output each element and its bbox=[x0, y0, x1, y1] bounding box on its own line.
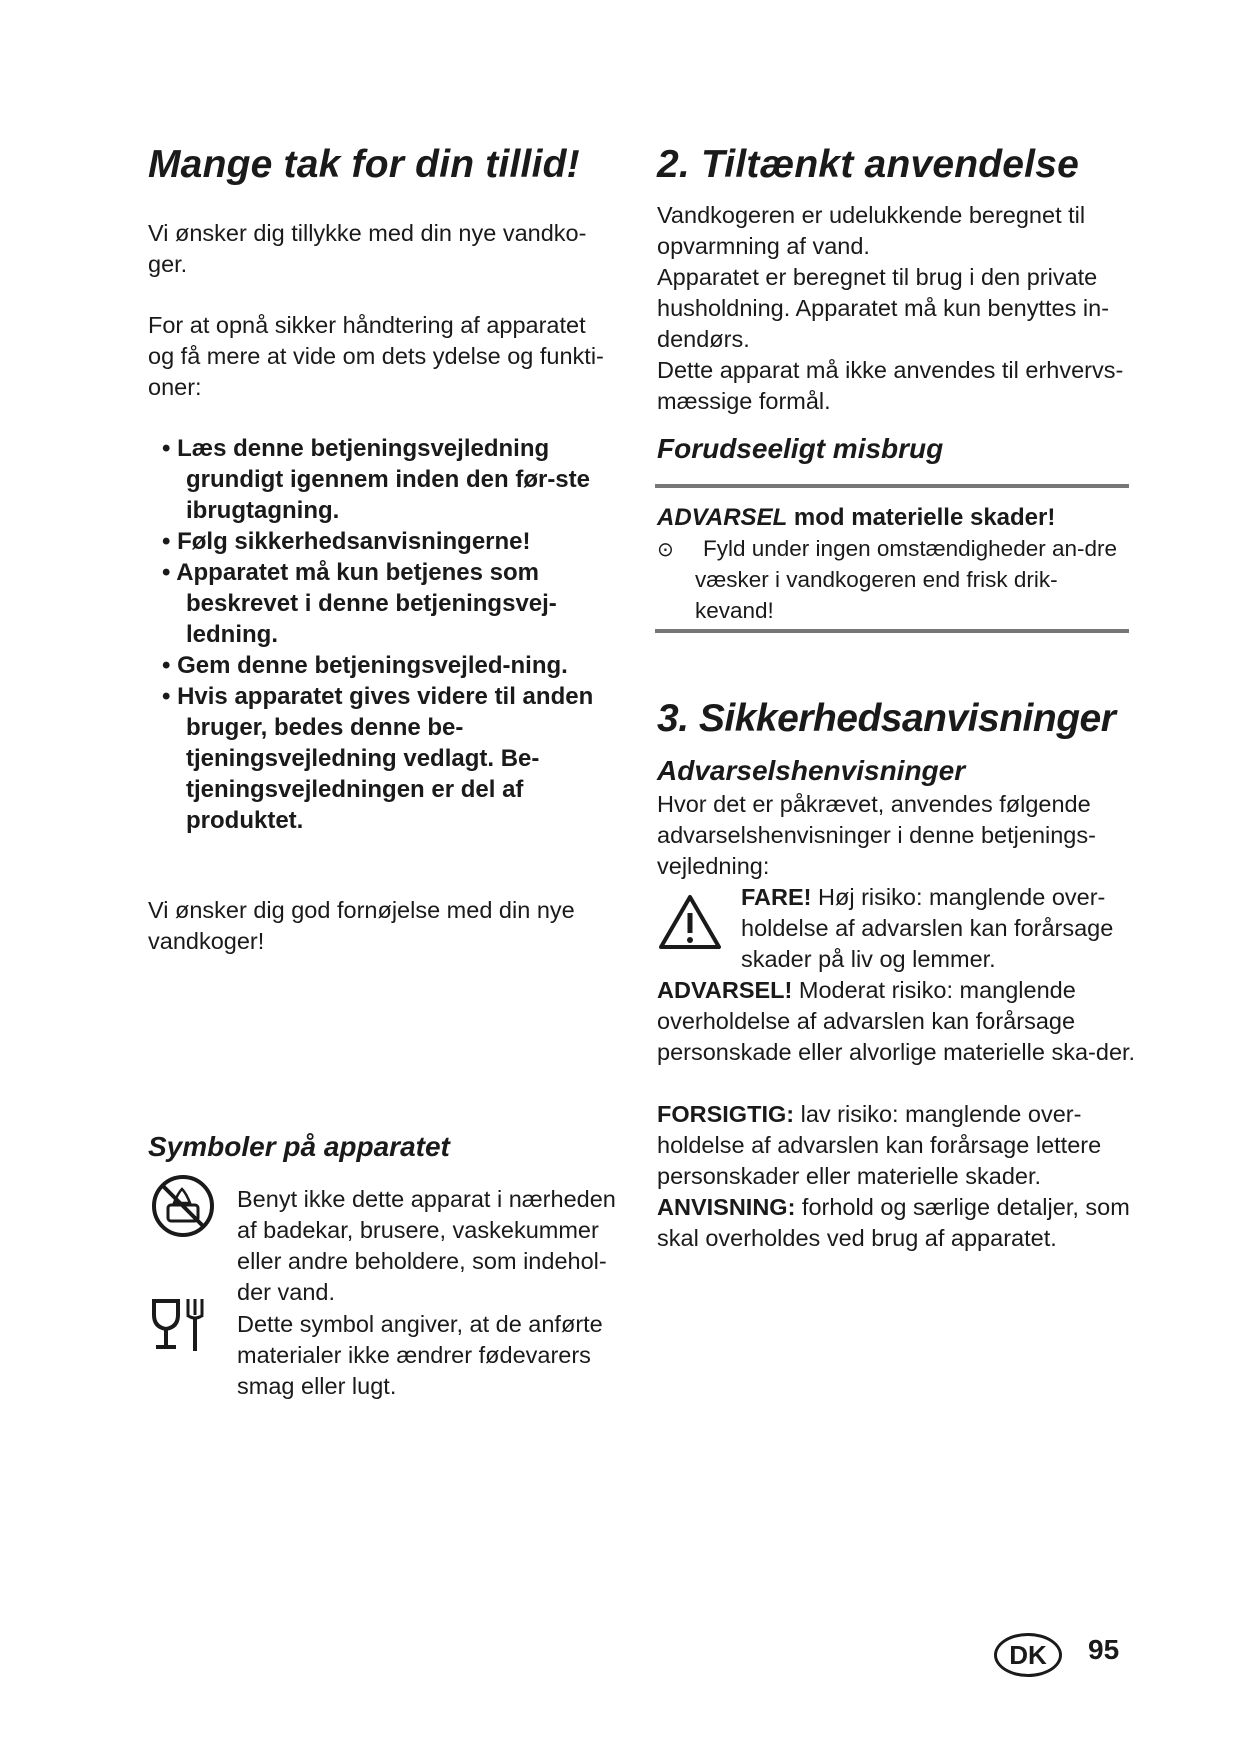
instruction-list bbox=[148, 433, 628, 836]
misuse-heading: Forudseeligt misbrug bbox=[657, 433, 944, 464]
section-3-title: 3. Sikkerhedsanvisninger bbox=[657, 697, 1116, 740]
anvisning-notice: ANVISNING: forhold og særlige detaljer, som skal overholdes ved brug af apparatet. bbox=[657, 1194, 1130, 1251]
no-water-icon bbox=[150, 1173, 216, 1244]
symbols-heading: Symboler på apparatet bbox=[148, 1131, 450, 1162]
intended-use-paragraph: Vandkogeren er udelukkende beregnet til opvarmning af vand. Apparatet er beregnet til brug i den private husholdning. Apparatet må kun benyttes in-dendørs. Dette apparat må ikke anvendes til erhvervs-mæssige formål. bbox=[657, 202, 1124, 414]
page-number: 95 bbox=[1088, 1634, 1120, 1665]
warning-label: ADVARSEL bbox=[657, 504, 788, 531]
section-2-title: 2. Tiltænkt anvendelse bbox=[657, 143, 1079, 186]
target-icon: ⊙ bbox=[657, 539, 674, 561]
divider bbox=[655, 484, 1129, 488]
advarsel-notice: ADVARSEL! Moderat risiko: manglende overholdelse af advarslen kan forårsage personskade eller alvorlige materielle ska-der. bbox=[657, 977, 1136, 1065]
warning-item: Fyld under ingen omstændigheder an-dre væsker i vandkogeren end frisk drik-kevand! bbox=[695, 536, 1117, 623]
handling-paragraph: For at opnå sikker håndtering af apparatet og få mere at vide om dets ydelse og funkti-oner: bbox=[148, 312, 604, 400]
symbol-description: Benyt ikke dette apparat i nærheden af badekar, brusere, vaskekummer eller andre beholdere, som indehol-der vand. bbox=[237, 1185, 616, 1305]
food-safe-icon bbox=[150, 1295, 212, 1362]
warning-triangle-icon bbox=[657, 893, 723, 956]
forsigtig-notice: FORSIGTIG: lav risiko: manglende over-holdelse af advarslen kan forårsage lettere personskader eller materielle skader. bbox=[657, 1101, 1102, 1189]
page-title: Mange tak for din tillid! bbox=[148, 143, 580, 186]
fare-notice: FARE! Høj risiko: manglende over-holdelse af advarslen kan forårsage skader på liv og lemmer. bbox=[741, 884, 1114, 972]
advice-heading: Advarselshenvisninger bbox=[657, 755, 966, 786]
list-item: • Gem denne betjeningsvejled-ning. bbox=[148, 650, 628, 681]
list-item: • Hvis apparatet gives videre til anden bruger, bedes denne be-tjeningsvejledning vedlagt. Be-tjeningsvejledningen er del af produktet. bbox=[148, 681, 628, 836]
list-item: • Læs denne betjeningsvejledning grundigt igennem inden den før-ste ibrugtagning. bbox=[148, 433, 628, 526]
intro-paragraph: Vi ønsker dig tillykke med din nye vandko-ger. bbox=[148, 220, 587, 277]
advice-intro: Hvor det er påkrævet, anvendes følgende advarselshenvisninger i denne betjenings-vejledning: bbox=[657, 791, 1096, 879]
warning-heading: ADVARSEL mod materielle skader! bbox=[657, 504, 1056, 531]
divider bbox=[655, 629, 1129, 633]
list-item: • Følg sikkerhedsanvisningerne! bbox=[148, 526, 628, 557]
country-badge: DK bbox=[994, 1633, 1062, 1677]
closing-paragraph: Vi ønsker dig god fornøjelse med din nye vandkoger! bbox=[148, 897, 575, 954]
symbol-description: Dette symbol angiver, at de anførte materialer ikke ændrer fødevarers smag eller lugt. bbox=[237, 1310, 603, 1399]
list-item: • Apparatet må kun betjenes som beskrevet i denne betjeningsvej-ledning. bbox=[148, 557, 628, 650]
